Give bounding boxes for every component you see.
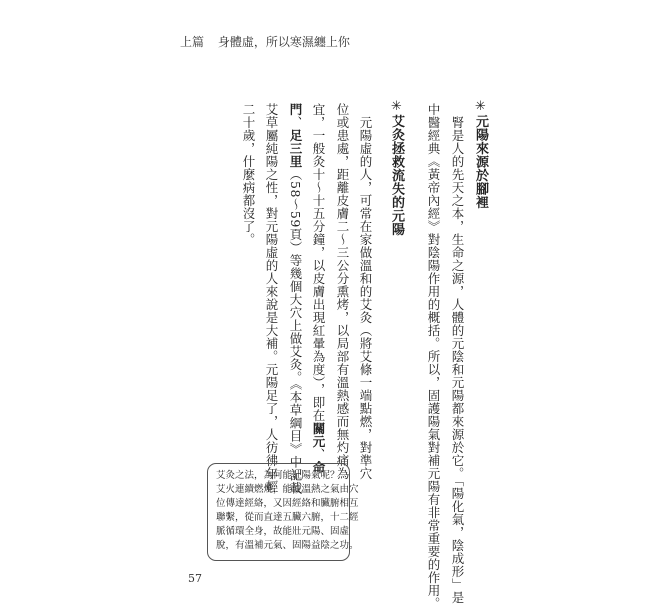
- moxibustion-note-box: [207, 460, 359, 561]
- text-run: 艾草屬純陽之性，對元陽虛的人來說是大補。元陽足了，人彷彿年輕: [264, 103, 279, 493]
- body-column: [449, 103, 465, 604]
- text-run: 二十歲，什麼病都沒了。: [241, 103, 256, 246]
- text-run: 、: [311, 447, 326, 461]
- bold-text: 足三里: [288, 129, 303, 168]
- bold-text: 命: [311, 460, 326, 474]
- body-column: [357, 103, 373, 480]
- note-line: 艾灸之法，為何能壯陽氣呢？: [216, 470, 340, 481]
- body-column: [240, 103, 256, 246]
- text-run: 元陽虛的人，可常在家做溫和的艾灸（將艾條一端點燃，對準穴: [358, 103, 373, 480]
- body-column: [425, 103, 441, 610]
- text-run: 中醫經典《黃帝內經》對陰陽作用的概括。所以，固護陽氣對補元陽有非常重要的作用。: [426, 103, 441, 610]
- bold-text: ✳艾灸拯救流失的元陽: [389, 99, 404, 236]
- text-run: 、: [288, 116, 303, 129]
- note-line: 脈循環全身，故能壯元陽、固虛: [216, 526, 350, 537]
- bold-text: 門: [288, 103, 303, 116]
- body-column: [334, 103, 350, 480]
- text-run: 宜，一般灸十～十五分鐘，以皮膚出現紅暈為度），即在: [311, 103, 326, 422]
- heading-moxibustion: [388, 99, 404, 236]
- note-line: 脫，有溫補元氣、固陽益陰之功。: [216, 540, 359, 551]
- note-line: 聯繫，從而直達五臟六腑，十二經: [216, 512, 359, 523]
- note-line: 艾火連續燃燒，能使溫熱之氣由穴: [216, 484, 359, 495]
- page-number: 57: [188, 572, 202, 585]
- bold-text: ✳元陽來源於腳裡: [473, 99, 488, 209]
- page-header: [180, 33, 350, 50]
- heading-yuanyang-source: [472, 99, 488, 209]
- text-run: 位或患處，距離皮膚二～三公分熏烤，以局部有溫熱感而無灼痛為: [335, 103, 350, 480]
- body-column: [263, 103, 279, 493]
- body-column: [287, 103, 303, 495]
- chapter-title: 身體虛，所以寒濕纏上你: [217, 35, 350, 49]
- section-label: 上篇: [180, 35, 205, 49]
- bold-text: 關元: [311, 421, 326, 448]
- note-line: 位傳達經絡，又因經絡和臟腑相互: [216, 498, 359, 509]
- body-column: [310, 103, 326, 474]
- text-run: 腎是人的先天之本，生命之源，人體的元陰和元陽都來源於它。「陽化氣，陰成形」是: [450, 103, 465, 604]
- text-run: （58～59頁）等幾個大穴上做艾灸。《本草綱目》中記載: [288, 168, 303, 495]
